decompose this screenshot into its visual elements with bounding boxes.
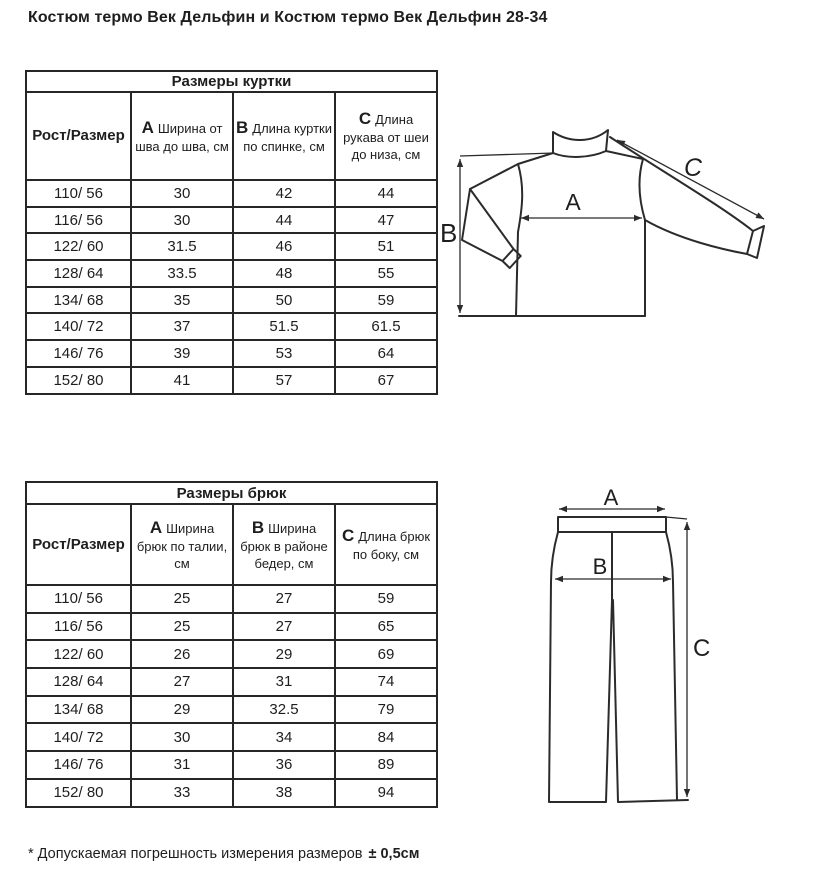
cell-c: 94: [335, 779, 437, 807]
cell-c: 61.5: [335, 313, 437, 340]
table-row: [26, 367, 437, 394]
cell-size: 140/ 72: [26, 313, 131, 340]
table-row: [26, 779, 437, 807]
cell-c: 51: [335, 233, 437, 260]
cell-c: 69: [335, 640, 437, 668]
jacket-header-b: [233, 92, 335, 180]
footnote-text: * Допускаемая погрешность измерения размеров: [28, 846, 363, 862]
cell-a: 30: [131, 207, 233, 234]
cell-size: 128/ 64: [26, 668, 131, 696]
cell-size: 116/ 56: [26, 613, 131, 641]
cell-c: 59: [335, 287, 437, 314]
cell-a: 33: [131, 779, 233, 807]
cell-a: 39: [131, 340, 233, 367]
table-row: [26, 233, 437, 260]
dim-letter-b: B: [251, 517, 265, 537]
footnote-tolerance: ± 0,5см: [368, 846, 420, 862]
cell-a: 37: [131, 313, 233, 340]
cell-a: 41: [131, 367, 233, 394]
cell-b: 27: [233, 585, 335, 613]
jacket-header-b-label: Длина куртки по спинке, см: [243, 120, 332, 154]
cell-b: 46: [233, 233, 335, 260]
dimension-label-b: B: [592, 554, 608, 579]
jacket-collar-outline: [553, 130, 608, 157]
cell-b: 50: [233, 287, 335, 314]
pants-header-b-label: Ширина брюк в районе бедер, см: [240, 520, 328, 571]
cell-size: 110/ 56: [26, 180, 131, 207]
cell-b: 32.5: [233, 696, 335, 724]
pants-header-size: Рост/Размер: [26, 504, 131, 585]
pants-table-header-row: [26, 504, 437, 585]
cell-size: 116/ 56: [26, 207, 131, 234]
cell-size: 134/ 68: [26, 287, 131, 314]
dimension-label-c: C: [693, 635, 711, 662]
cell-a: 31.5: [131, 233, 233, 260]
table-row: [26, 585, 437, 613]
cell-size: 152/ 80: [26, 779, 131, 807]
cell-b: 53: [233, 340, 335, 367]
cell-b: 36: [233, 751, 335, 779]
pants-header-b: [233, 504, 335, 585]
pants-body-outline: [549, 532, 688, 802]
table-row: [26, 696, 437, 724]
jacket-table-caption: Размеры куртки: [26, 71, 437, 92]
table-row: [26, 751, 437, 779]
pants-table-caption-row: [26, 482, 437, 504]
cell-c: 44: [335, 180, 437, 207]
jacket-table-header-row: [26, 92, 437, 180]
dim-letter-a: A: [141, 117, 154, 137]
pants-size-table: [25, 481, 438, 808]
cell-c: 74: [335, 668, 437, 696]
cell-size: 128/ 64: [26, 260, 131, 287]
table-row: [26, 613, 437, 641]
cell-size: 140/ 72: [26, 723, 131, 751]
dim-letter-b: B: [236, 117, 249, 137]
cell-size: 152/ 80: [26, 367, 131, 394]
cell-b: 42: [233, 180, 335, 207]
table-row: [26, 180, 437, 207]
pants-header-a-label: Ширина брюк по талии, см: [136, 520, 228, 571]
cell-c: 65: [335, 613, 437, 641]
cell-c: 89: [335, 751, 437, 779]
cell-b: 57: [233, 367, 335, 394]
cell-c: 64: [335, 340, 437, 367]
pants-header-c: [335, 504, 437, 585]
jacket-size-table: [25, 70, 438, 395]
table-row: [26, 287, 437, 314]
dimension-label-a: A: [603, 485, 619, 510]
table-row: [26, 207, 437, 234]
pants-diagram: [520, 470, 829, 860]
dimension-label-a: A: [565, 189, 581, 215]
cell-size: 134/ 68: [26, 696, 131, 724]
jacket-header-size: Рост/Размер: [26, 92, 131, 180]
cell-a: 26: [131, 640, 233, 668]
tolerance-footnote: [28, 846, 419, 862]
cell-size: 122/ 60: [26, 640, 131, 668]
pants-table-caption: Размеры брюк: [26, 482, 437, 504]
table-row: [26, 723, 437, 751]
jacket-left-sleeve: [462, 189, 521, 268]
jacket-header-c-label: Длина рукава от шеи до низа, см: [343, 112, 429, 163]
table-row: [26, 260, 437, 287]
cell-size: 146/ 76: [26, 340, 131, 367]
cell-a: 29: [131, 696, 233, 724]
cell-a: 31: [131, 751, 233, 779]
table-row: [26, 340, 437, 367]
cell-a: 25: [131, 613, 233, 641]
jacket-header-c: [335, 92, 437, 180]
pants-dim-c-guide: [666, 517, 687, 519]
dim-letter-c: C: [341, 526, 355, 545]
pants-header-a: [131, 504, 233, 585]
dim-letter-a: A: [149, 517, 163, 537]
table-row: [26, 640, 437, 668]
dimension-label-b: B: [440, 218, 458, 248]
table-row: [26, 313, 437, 340]
cell-c: 67: [335, 367, 437, 394]
cell-c: 79: [335, 696, 437, 724]
cell-c: 84: [335, 723, 437, 751]
cell-b: 51.5: [233, 313, 335, 340]
cell-size: 110/ 56: [26, 585, 131, 613]
jacket-header-a: [131, 92, 233, 180]
jacket-table-caption-row: [26, 71, 437, 92]
cell-b: 31: [233, 668, 335, 696]
jacket-dim-b-guide: [460, 153, 554, 156]
cell-c: 59: [335, 585, 437, 613]
cell-a: 30: [131, 180, 233, 207]
cell-a: 27: [131, 668, 233, 696]
cell-a: 35: [131, 287, 233, 314]
cell-b: 48: [233, 260, 335, 287]
jacket-body-outline: [470, 151, 645, 316]
jacket-header-a-label: Ширина от шва до шва, см: [135, 120, 229, 154]
cell-size: 146/ 76: [26, 751, 131, 779]
table-row: [26, 668, 437, 696]
jacket-diagram: [440, 98, 829, 338]
cell-b: 38: [233, 779, 335, 807]
cell-a: 30: [131, 723, 233, 751]
cell-c: 55: [335, 260, 437, 287]
cell-b: 44: [233, 207, 335, 234]
pants-header-c-label: Длина брюк по боку, см: [352, 529, 431, 563]
cell-a: 25: [131, 585, 233, 613]
dim-letter-c: C: [358, 109, 372, 129]
cell-b: 29: [233, 640, 335, 668]
cell-c: 47: [335, 207, 437, 234]
cell-b: 34: [233, 723, 335, 751]
pants-waistband: [558, 517, 666, 532]
cell-a: 33.5: [131, 260, 233, 287]
page-title: Костюм термо Век Дельфин и Костюм термо Век Дельфин 28-34: [28, 9, 548, 26]
dimension-label-c: C: [684, 154, 703, 182]
cell-size: 122/ 60: [26, 233, 131, 260]
cell-b: 27: [233, 613, 335, 641]
